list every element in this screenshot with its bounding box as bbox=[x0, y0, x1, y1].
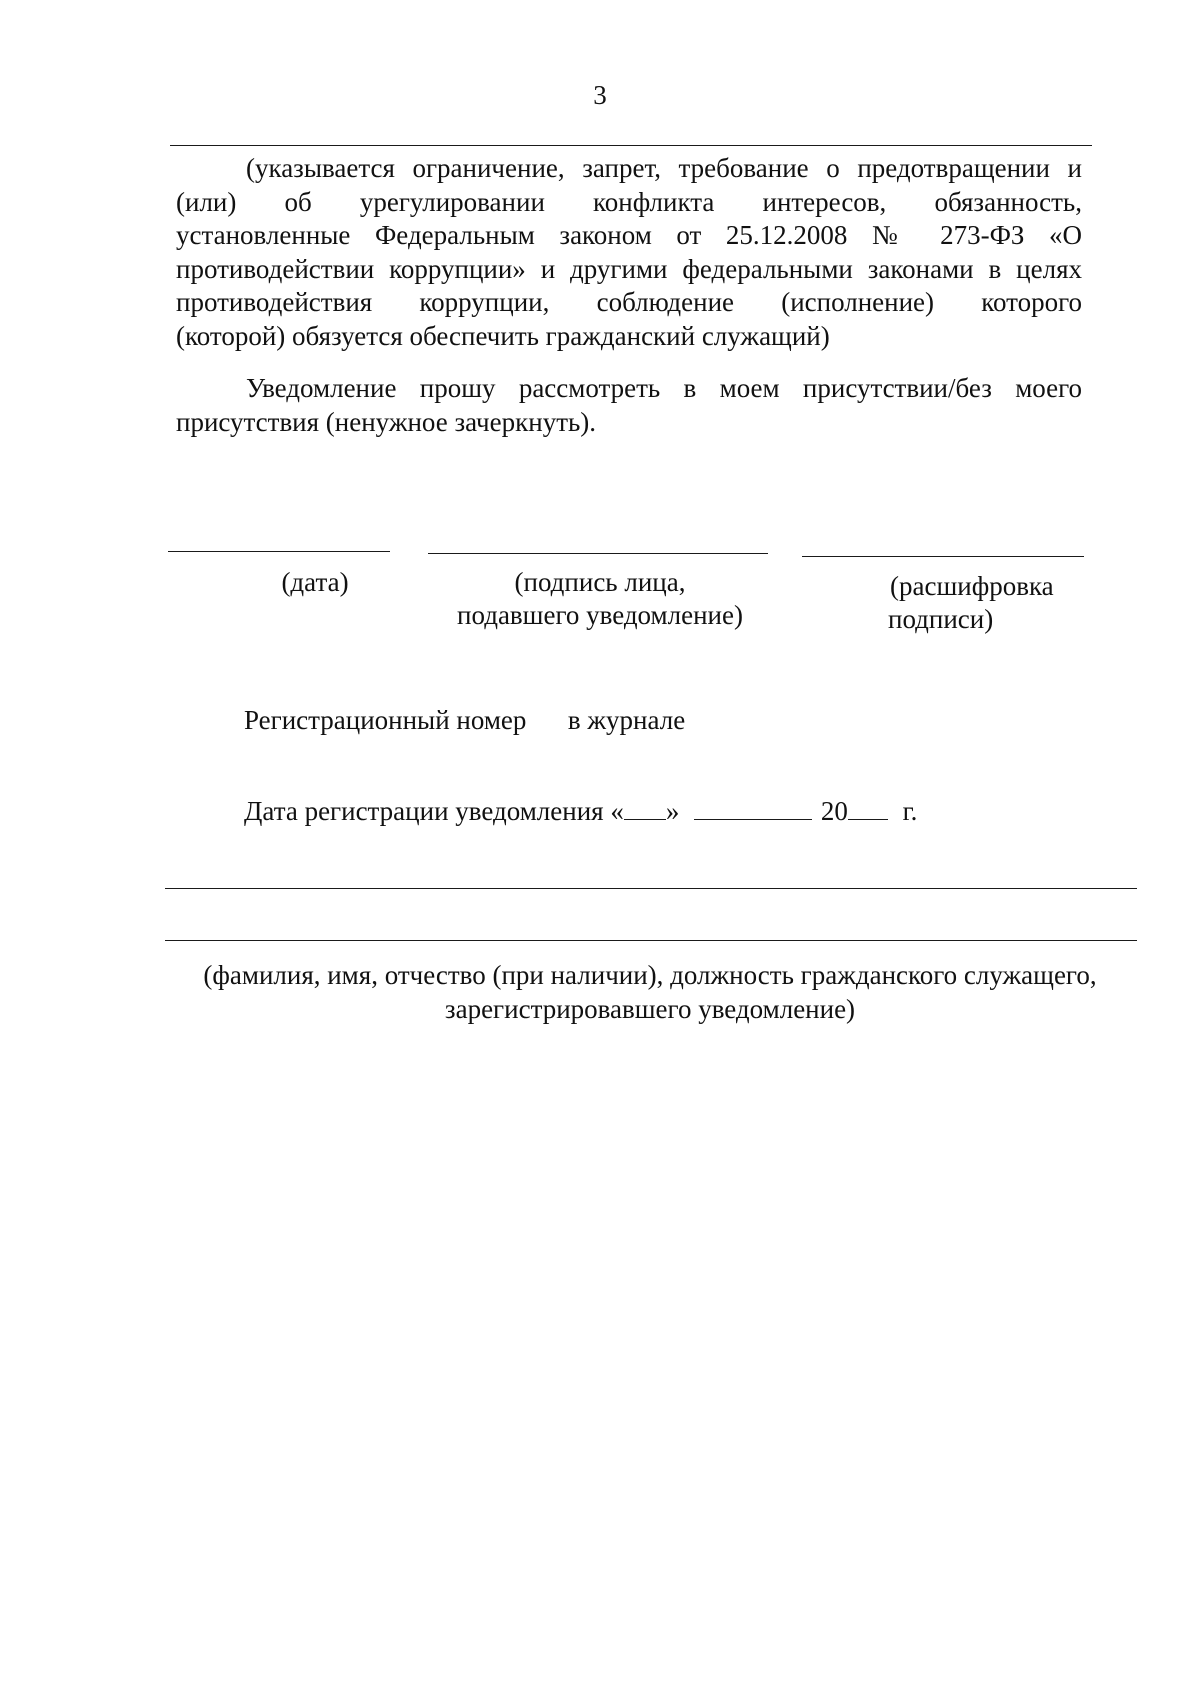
description-line: (или) об урегулировании конфликта интересов, обязанность, bbox=[176, 186, 1082, 217]
description-line: противодействии коррупции» и другими федеральными законами в целях bbox=[176, 253, 1082, 284]
date-signature-line bbox=[168, 551, 390, 552]
registration-date-label: Дата регистрации уведомления « bbox=[244, 796, 624, 826]
signature-caption bbox=[420, 566, 780, 632]
restriction-description bbox=[176, 152, 1082, 353]
request-line: присутствия (ненужное зачеркнуть). bbox=[176, 406, 597, 437]
registration-number-row bbox=[244, 705, 685, 736]
registration-date-row bbox=[244, 795, 917, 827]
year-prefix: 20 bbox=[820, 796, 848, 826]
registrar-caption bbox=[160, 958, 1140, 1026]
page-number: 3 bbox=[593, 80, 607, 110]
registrar-line-1 bbox=[165, 888, 1137, 889]
signature-caption-line2: подавшего уведомление) bbox=[457, 600, 743, 630]
registrar-line-2 bbox=[165, 940, 1137, 941]
year-blank bbox=[848, 795, 888, 820]
decoding-caption bbox=[860, 570, 1090, 636]
date-close-quote: » bbox=[665, 796, 680, 826]
decoding-signature-line bbox=[802, 556, 1084, 557]
date-caption bbox=[230, 566, 400, 599]
registration-journal-label: в журнале bbox=[567, 705, 686, 735]
description-line: установленные Федеральным законом от 25.12.2008 № 273-ФЗ «О bbox=[176, 220, 1082, 250]
request-paragraph bbox=[176, 372, 1082, 439]
request-line: Уведомление прошу рассмотреть в моем присутствии/без моего bbox=[246, 373, 1082, 403]
top-blank-line bbox=[170, 145, 1092, 146]
description-line: (указывается ограничение, запрет, требование о предотвращении и bbox=[246, 153, 1082, 183]
decoding-caption-line1: (расшифровка bbox=[890, 571, 1054, 601]
signature-line bbox=[428, 553, 768, 554]
decoding-caption-line2: подписи) bbox=[888, 604, 994, 634]
registrar-caption-line1: (фамилия, имя, отчество (при наличии), должность гражданского служащего, bbox=[203, 960, 1097, 990]
registration-number-label: Регистрационный номер bbox=[244, 705, 527, 735]
registrar-caption-line2: зарегистрировавшего уведомление) bbox=[444, 994, 856, 1024]
day-blank bbox=[624, 795, 666, 820]
signature-caption-line1: (подпись лица, bbox=[514, 567, 686, 597]
month-blank bbox=[694, 795, 812, 820]
date-caption-text: (дата) bbox=[281, 567, 349, 597]
year-suffix: г. bbox=[902, 796, 918, 826]
description-line: (которой) обязуется обеспечить гражданский служащий) bbox=[176, 320, 830, 351]
description-line: противодействия коррупции, соблюдение (исполнение) которого bbox=[176, 287, 1082, 317]
